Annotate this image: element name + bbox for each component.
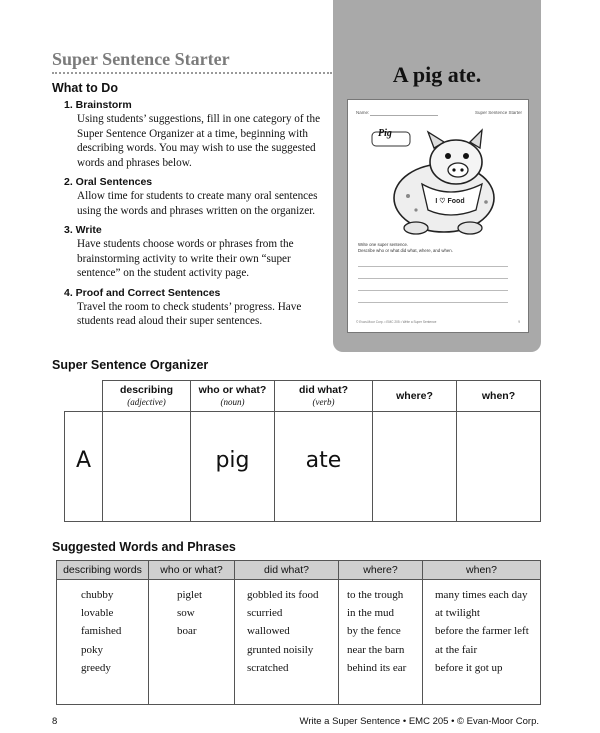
column-subtitle: (noun) (220, 397, 245, 407)
suggested-column-header: who or what? (149, 561, 235, 580)
word-item: before it got up (435, 661, 503, 674)
organizer-column-header (275, 381, 373, 412)
organizer-header-row (65, 381, 541, 412)
word-item: at twilight (435, 607, 480, 620)
example-sentence: A pig ate. (392, 62, 482, 87)
dotted-divider (52, 72, 332, 74)
column-label: where? (396, 390, 433, 402)
organizer-table (64, 380, 541, 522)
suggested-column (149, 580, 235, 705)
word-item: famished (81, 625, 122, 638)
word-item: to the trough (347, 589, 404, 601)
suggested-column (339, 580, 423, 705)
organizer-column-header (191, 381, 275, 412)
step-title: 1. Brainstorm (64, 99, 132, 111)
suggested-heading: Suggested Words and Phrases (52, 540, 236, 554)
word-item: before the farmer left (435, 625, 529, 638)
suggested-column-header: where? (339, 561, 423, 580)
suggested-body-row (57, 580, 541, 705)
organizer-cell: ate (275, 412, 373, 522)
step-title: 2. Oral Sentences (64, 176, 153, 188)
step (64, 287, 334, 329)
step-title: 4. Proof and Correct Sentences (64, 286, 221, 299)
suggested-table (56, 560, 541, 705)
thumbnail-instruction-line: Write one super sentence. (358, 242, 409, 247)
word-item: boar (177, 625, 197, 638)
organizer-blank-header (65, 381, 103, 412)
step (64, 224, 334, 281)
steps-list (64, 99, 334, 335)
suggested-header-row (57, 561, 541, 580)
step-text: Allow time for students to create many oral sentences using the words and phrases written on the organizer. (77, 190, 318, 217)
suggested-column (235, 580, 339, 705)
step-text: Using students’ suggestions, fill in one category of the Super Sentence Organizer at a time, beginning with describing words. You may wish to use the suggested words and phrases below. (77, 113, 321, 169)
thumbnail-page-number: 9 (518, 320, 520, 324)
word-item: wallowed (247, 625, 290, 638)
pig-illustration (366, 126, 516, 238)
word-item: chubby (81, 589, 114, 601)
writing-line (358, 278, 508, 279)
thumbnail-instructions (358, 242, 508, 253)
column-label: describing (119, 384, 174, 396)
thumbnail-name-line (370, 115, 438, 116)
what-to-do-heading: What to Do (52, 81, 118, 95)
section-title: Super Sentence Starter (52, 49, 230, 69)
word-item: sow (177, 607, 195, 620)
suggested-column-header: when? (423, 561, 541, 580)
word-item: in the mud (347, 607, 395, 620)
word-item: at the fair (435, 643, 478, 656)
organizer-column-header (103, 381, 191, 412)
word-item: behind its ear (347, 661, 407, 674)
word-item: poky (81, 643, 103, 656)
step-title: 3. Write (64, 224, 102, 236)
writing-line (358, 266, 508, 267)
step-text: Have students choose words or phrases from the brainstorming activity to write their own “super sentence” on the student activity page. (77, 238, 294, 279)
word-item: near the barn (347, 643, 405, 656)
step (64, 99, 334, 170)
thumbnail-name-label: Name: (356, 110, 370, 115)
thumbnail-title: Pig (378, 128, 392, 139)
suggested-column (423, 580, 541, 705)
thumbnail-instruction-line: Describe who or what did what, where, and when. (358, 247, 453, 253)
thumbnail-header: Super Sentence Starter (474, 110, 522, 115)
organizer-heading: Super Sentence Organizer (52, 358, 209, 372)
word-item: grunted noisily (247, 643, 314, 656)
bib-text: I ♡ Food (435, 198, 465, 205)
column-label: who or what? (198, 384, 267, 396)
word-item: lovable (81, 607, 114, 620)
suggested-column-header: describing words (57, 561, 149, 580)
word-item: by the fence (347, 625, 401, 638)
writing-line (358, 302, 508, 303)
organizer-cell (103, 412, 191, 522)
organizer-cell (457, 412, 541, 522)
organizer-cell: A (65, 412, 103, 522)
word-item: many times each day (435, 589, 528, 601)
footer-credit: Write a Super Sentence • EMC 205 • © Evan-Moor Corp. (299, 716, 539, 727)
word-item: scratched (247, 661, 289, 674)
column-label: did what? (299, 384, 348, 396)
word-item: gobbled its food (247, 589, 319, 601)
organizer-cell (373, 412, 457, 522)
column-subtitle: (verb) (312, 397, 335, 407)
organizer-column-header (373, 381, 457, 412)
column-label: when? (481, 390, 516, 402)
step-text: Travel the room to check students’ progress. Have students read aloud their super sentences. (77, 300, 302, 327)
writing-line (358, 290, 508, 291)
organizer-column-header (457, 381, 541, 412)
organizer-entry-row (65, 412, 541, 522)
word-item: piglet (177, 589, 203, 601)
step (64, 176, 334, 218)
word-item: greedy (81, 661, 111, 674)
organizer-cell: pig (191, 412, 275, 522)
word-item: scurried (247, 607, 283, 620)
student-page-thumbnail (347, 99, 529, 333)
suggested-column (57, 580, 149, 705)
page-number: 8 (52, 716, 58, 727)
suggested-column-header: did what? (235, 561, 339, 580)
column-subtitle: (adjective) (127, 397, 166, 407)
thumbnail-footer: © Evan-Moor Corp. • EMC 205 • Write a Super Sentence (356, 320, 437, 324)
